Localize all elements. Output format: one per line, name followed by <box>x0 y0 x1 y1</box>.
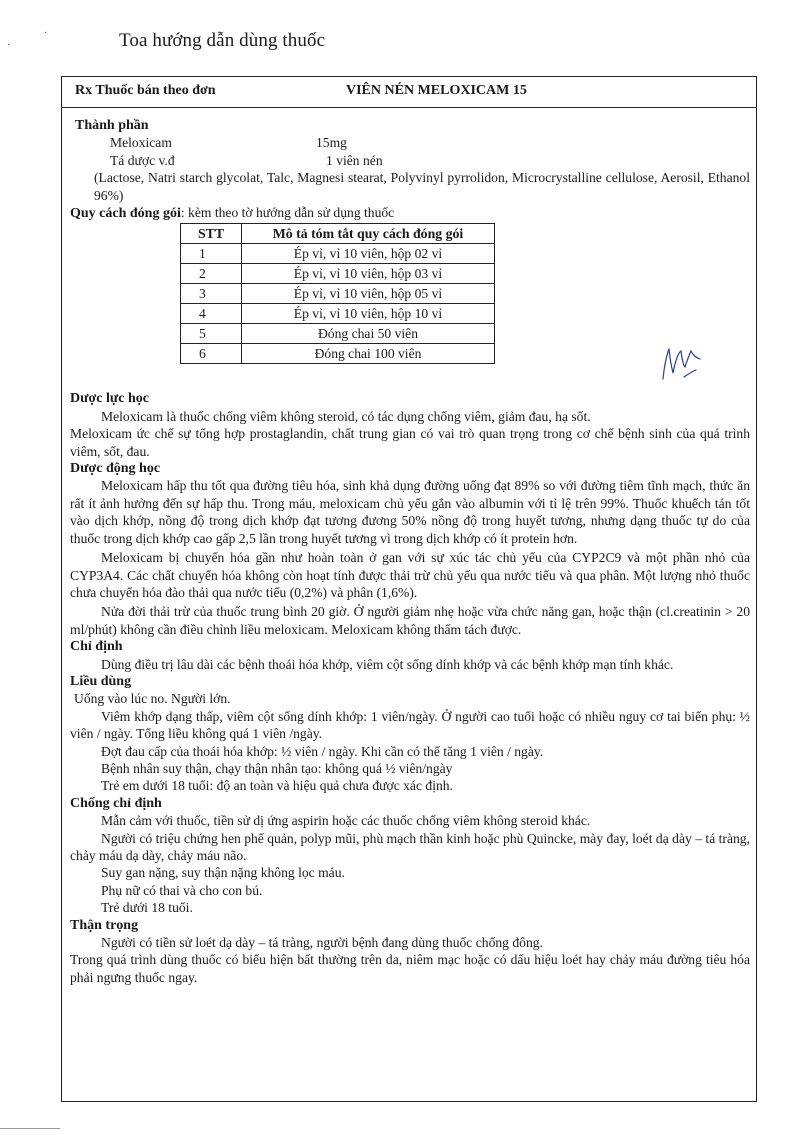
composition-row <box>110 134 750 151</box>
dosage-heading: Liều dùng <box>70 673 132 689</box>
contraindications-p3: Suy gan nặng, suy thận nặng không lọc máu. <box>101 865 345 881</box>
table-row <box>181 304 495 324</box>
dosage-p1: Viêm khớp dạng thấp, viêm cột sống dính khớp: 1 viên/ngày. Ở người cao tuổi hoặc có nhiều nguy cơ tai biến phụ: ½ viên / ngày. Tổng liều không quá 1 viên /ngày. <box>70 708 750 742</box>
indications-heading: Chỉ định <box>70 639 123 655</box>
row-description: Ép vỉ, vỉ 10 viên, hộp 02 vỉ <box>242 244 495 264</box>
scan-speck-2: · <box>44 28 48 39</box>
page-heading: Toa hướng dẫn dùng thuốc <box>119 30 326 51</box>
dosage-p2: Đợt đau cấp của thoái hóa khớp: ½ viên / ngày. Khi cần có thể tăng 1 viên / ngày. <box>101 743 544 759</box>
column-header-stt: STT <box>181 224 242 244</box>
row-number: 6 <box>181 344 242 364</box>
row-description: Ép vỉ, vỉ 10 viên, hộp 05 vỉ <box>242 284 495 304</box>
packaging-note: : kèm theo tờ hướng dẫn sử dụng thuốc <box>180 205 395 221</box>
packaging-heading: Quy cách đóng gói <box>70 206 181 222</box>
contraindications-p4: Phụ nữ có thai và cho con bú. <box>101 882 263 898</box>
contraindications-p5: Trẻ dưới 18 tuổi. <box>101 900 193 916</box>
contraindications-p2: Người có triệu chứng hen phế quản, polyp mũi, phù mạch thần kinh hoặc phù Quincke, mày đay, loét dạ dày – tá tràng, chảy máu dạ dày, chảy máu não. <box>70 830 750 863</box>
precautions-p1: Người có tiền sử loét dạ dày – tá tràng, người bệnh đang dùng thuốc chống đông. <box>101 935 543 951</box>
pharmacokinetics-p1: Meloxicam hấp thu tốt qua đường tiêu hóa, sinh khả dụng đường uống đạt 89% so với đường tiêm tĩnh mạch, thức ăn rất ít ảnh hưởng đến sự hấp thu. Trong máu, meloxicam chủ yếu gắn vào albumin với tỉ lệ trên 99%. Thuốc khuếch tán tốt vào dịch khớp, nồng độ trong dịch khớp đạt tương đương 50% nồng độ trong huyết tương, nhưng dạng thuốc tự do của thuốc trong dịch khớp cao gấp 2,5 lần trong huyết tương vì trong dịch khớp có ít protein hơn. <box>70 478 750 546</box>
scan-speck-1: · <box>7 40 11 51</box>
composition-row <box>110 152 750 169</box>
excipients-text: (Lactose, Natri starch glycolat, Talc, Magnesi stearat, Polyvinyl pyrrolidon, Microcrystalline cellulose, Aerosil, Ethanol 96%) <box>94 170 750 203</box>
handwritten-signature <box>660 339 710 387</box>
scan-edge-line <box>0 1128 60 1129</box>
product-name: VIÊN NÉN MELOXICAM 15 <box>346 83 527 98</box>
column-header-description: Mô tả tóm tắt quy cách đóng gói <box>242 224 495 244</box>
precautions-p2: Trong quá trình dùng thuốc có biểu hiện bất thường trên da, niêm mạc hoặc có dấu hiệu loét hay chảy máu đường tiêu hóa phải ngưng thuốc ngay. <box>70 952 750 985</box>
table-header-row <box>181 224 495 244</box>
leaflet-header <box>62 77 756 108</box>
table-row <box>181 284 495 304</box>
composition-heading: Thành phần <box>75 118 149 133</box>
ingredient-name: Tá dược v.đ <box>110 152 175 168</box>
pharmacodynamics-p1: Meloxicam là thuốc chống viêm không steroid, có tác dụng chống viêm, giảm đau, hạ sốt. <box>101 408 591 424</box>
precautions-heading: Thận trọng <box>70 917 139 933</box>
row-description: Ép vỉ, vỉ 10 viên, hộp 10 vỉ <box>242 304 495 324</box>
rx-label: Rx Thuốc bán theo đơn <box>75 83 216 98</box>
packaging-table <box>180 223 495 364</box>
ingredient-name: Meloxicam <box>110 135 172 151</box>
contraindications-p1: Mẫn cảm với thuốc, tiền sử dị ứng aspirin hoặc các thuốc chống viêm không steroid khác. <box>101 813 591 829</box>
leaflet-content <box>70 117 750 986</box>
row-description: Đóng chai 100 viên <box>242 344 495 364</box>
table-row <box>181 344 495 364</box>
pharmacodynamics-p2: Meloxicam ức chế sự tổng hợp prostaglandin, chất trung gian có vai trò quan trọng trong cơ chế bệnh sinh của quá trình viêm, sốt, đau. <box>70 426 750 459</box>
row-number: 1 <box>181 244 242 264</box>
packaging-line <box>70 204 750 222</box>
row-number: 2 <box>181 264 242 284</box>
pharmacokinetics-p3: Nửa đời thải trừ của thuốc trung bình 20 giờ. Ở người giảm nhẹ hoặc vừa chức năng gan, hoặc thận (cl.creatinin > 20 ml/phút) không cần điều chỉnh liều meloxicam. Meloxicam không thẩm tách được. <box>70 604 750 637</box>
dosage-p4: Trẻ em dưới 18 tuổi: độ an toàn và hiệu quả chưa được xác định. <box>101 778 453 794</box>
signature-flourish <box>684 370 696 377</box>
row-description: Ép vỉ, vỉ 10 viên, hộp 03 vỉ <box>242 264 495 284</box>
table-row <box>181 244 495 264</box>
row-number: 5 <box>181 324 242 344</box>
dosage-intro: Uống vào lúc no. Người lớn. <box>74 691 231 707</box>
signature-stroke <box>663 349 700 379</box>
row-description: Đóng chai 50 viên <box>242 324 495 344</box>
pharmacokinetics-p2: Meloxicam bị chuyển hóa gần như hoàn toàn ở gan với sự xúc tác chủ yếu của CYP2C9 và một phần nhỏ của CYP3A4. Các chất chuyển hóa không còn hoạt tính được thải trừ chủ yếu qua nước tiểu và qua phân. Một lượng nhỏ thuốc chưa chuyển hóa đào thải qua nước tiểu (0,2%) và phân (1,6%). <box>70 550 750 600</box>
leaflet-frame <box>61 76 757 1102</box>
pharmacokinetics-heading: Dược động học <box>70 461 161 477</box>
table-row <box>181 264 495 284</box>
row-number: 3 <box>181 284 242 304</box>
table-row <box>181 324 495 344</box>
indications-p1: Dùng điều trị lâu dài các bệnh thoái hóa khớp, viêm cột sống dính khớp và các bệnh khớp mạn tính khác. <box>101 656 674 672</box>
pharmacodynamics-heading: Dược lực học <box>70 391 149 407</box>
dosage-p3: Bệnh nhân suy thận, chạy thận nhân tạo: không quá ½ viên/ngày <box>101 760 453 776</box>
row-number: 4 <box>181 304 242 324</box>
ingredient-amount: 1 viên nén <box>326 152 383 168</box>
ingredient-amount: 15mg <box>316 135 347 151</box>
contraindications-heading: Chống chỉ định <box>70 795 162 811</box>
